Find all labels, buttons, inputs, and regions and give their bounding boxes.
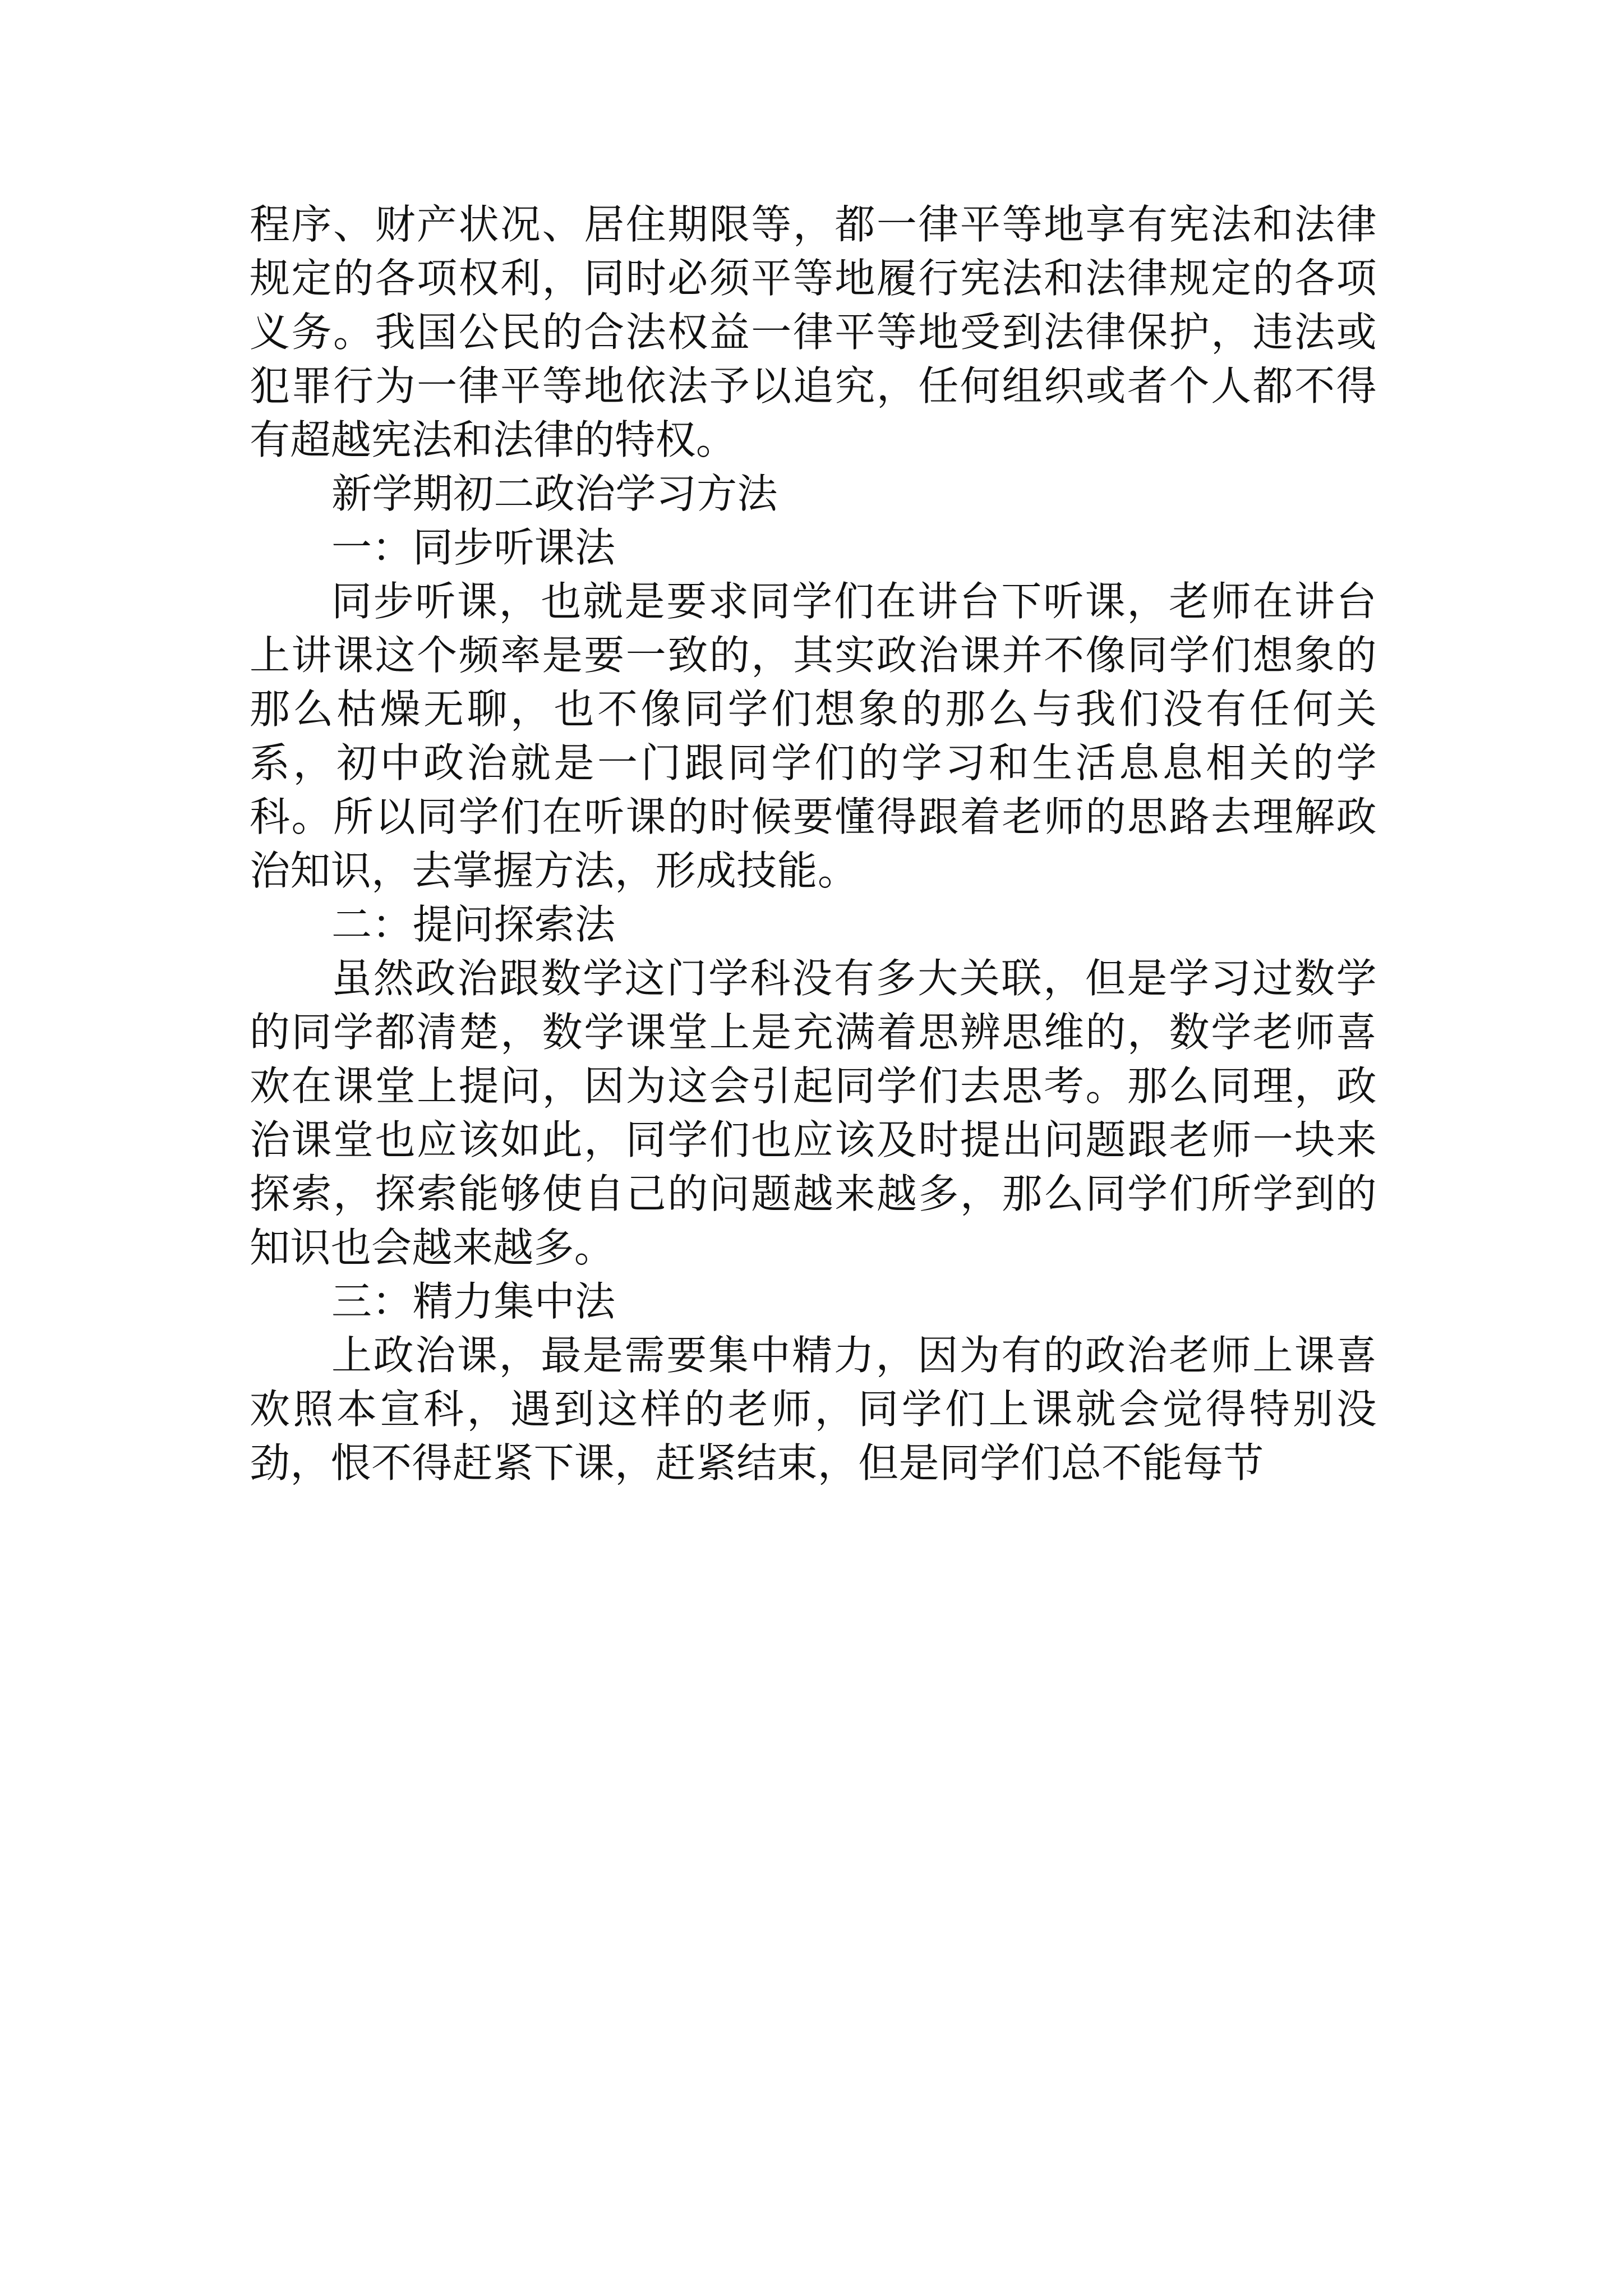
paragraph-3: 上政治课，最是需要集中精力，因为有的政治老师上课喜欢照本宣科，遇到这样的老师，同学们上课就会觉得特别没劲，恨不得赶紧下课，赶紧结束，但是同学们总不能每节 [250, 1332, 1377, 1487]
paragraph-2: 虽然政治跟数学这门学科没有多大关联，但是学习过数学的同学都清楚，数学课堂上是充满着思辨思维的，数学老师喜欢在课堂上提问，因为这会引起同学们去思考。那么同理，政治课堂也应该如此，同学们也应该及时提出问题跟老师一块来探索，探索能够使自己的问题越来越多，那么同学们所学到的知识也会越来越多。 [250, 955, 1377, 1271]
paragraph-1: 同步听课，也就是要求同学们在讲台下听课，老师在讲台上讲课这个频率是要一致的，其实政治课并不像同学们想象的那么枯燥无聊，也不像同学们想象的那么与我们没有任何关系，初中政治就是一门跟同学们的学习和生活息息相关的学科。所以同学们在听课的时候要懂得跟着老师的思路去理解政治知识，去掌握方法，形成技能。 [250, 578, 1377, 894]
subheading-2: 二：提问探索法 [331, 901, 616, 948]
section-title: 新学期初二政治学习方法 [331, 470, 778, 517]
paragraph-continued: 程序、财产状况、居住期限等，都一律平等地享有宪法和法律规定的各项权利，同时必须平等地履行宪法和法律规定的各项义务。我国公民的合法权益一律平等地受到法律保护，违法或犯罪行为一律平等地依法予以追究，任何组织或者个人都不得有超越宪法和法律的特权。 [250, 201, 1377, 463]
subheading-1: 一：同步听课法 [331, 524, 616, 571]
subheading-3: 三：精力集中法 [331, 1278, 616, 1325]
document-body [250, 197, 1377, 1490]
